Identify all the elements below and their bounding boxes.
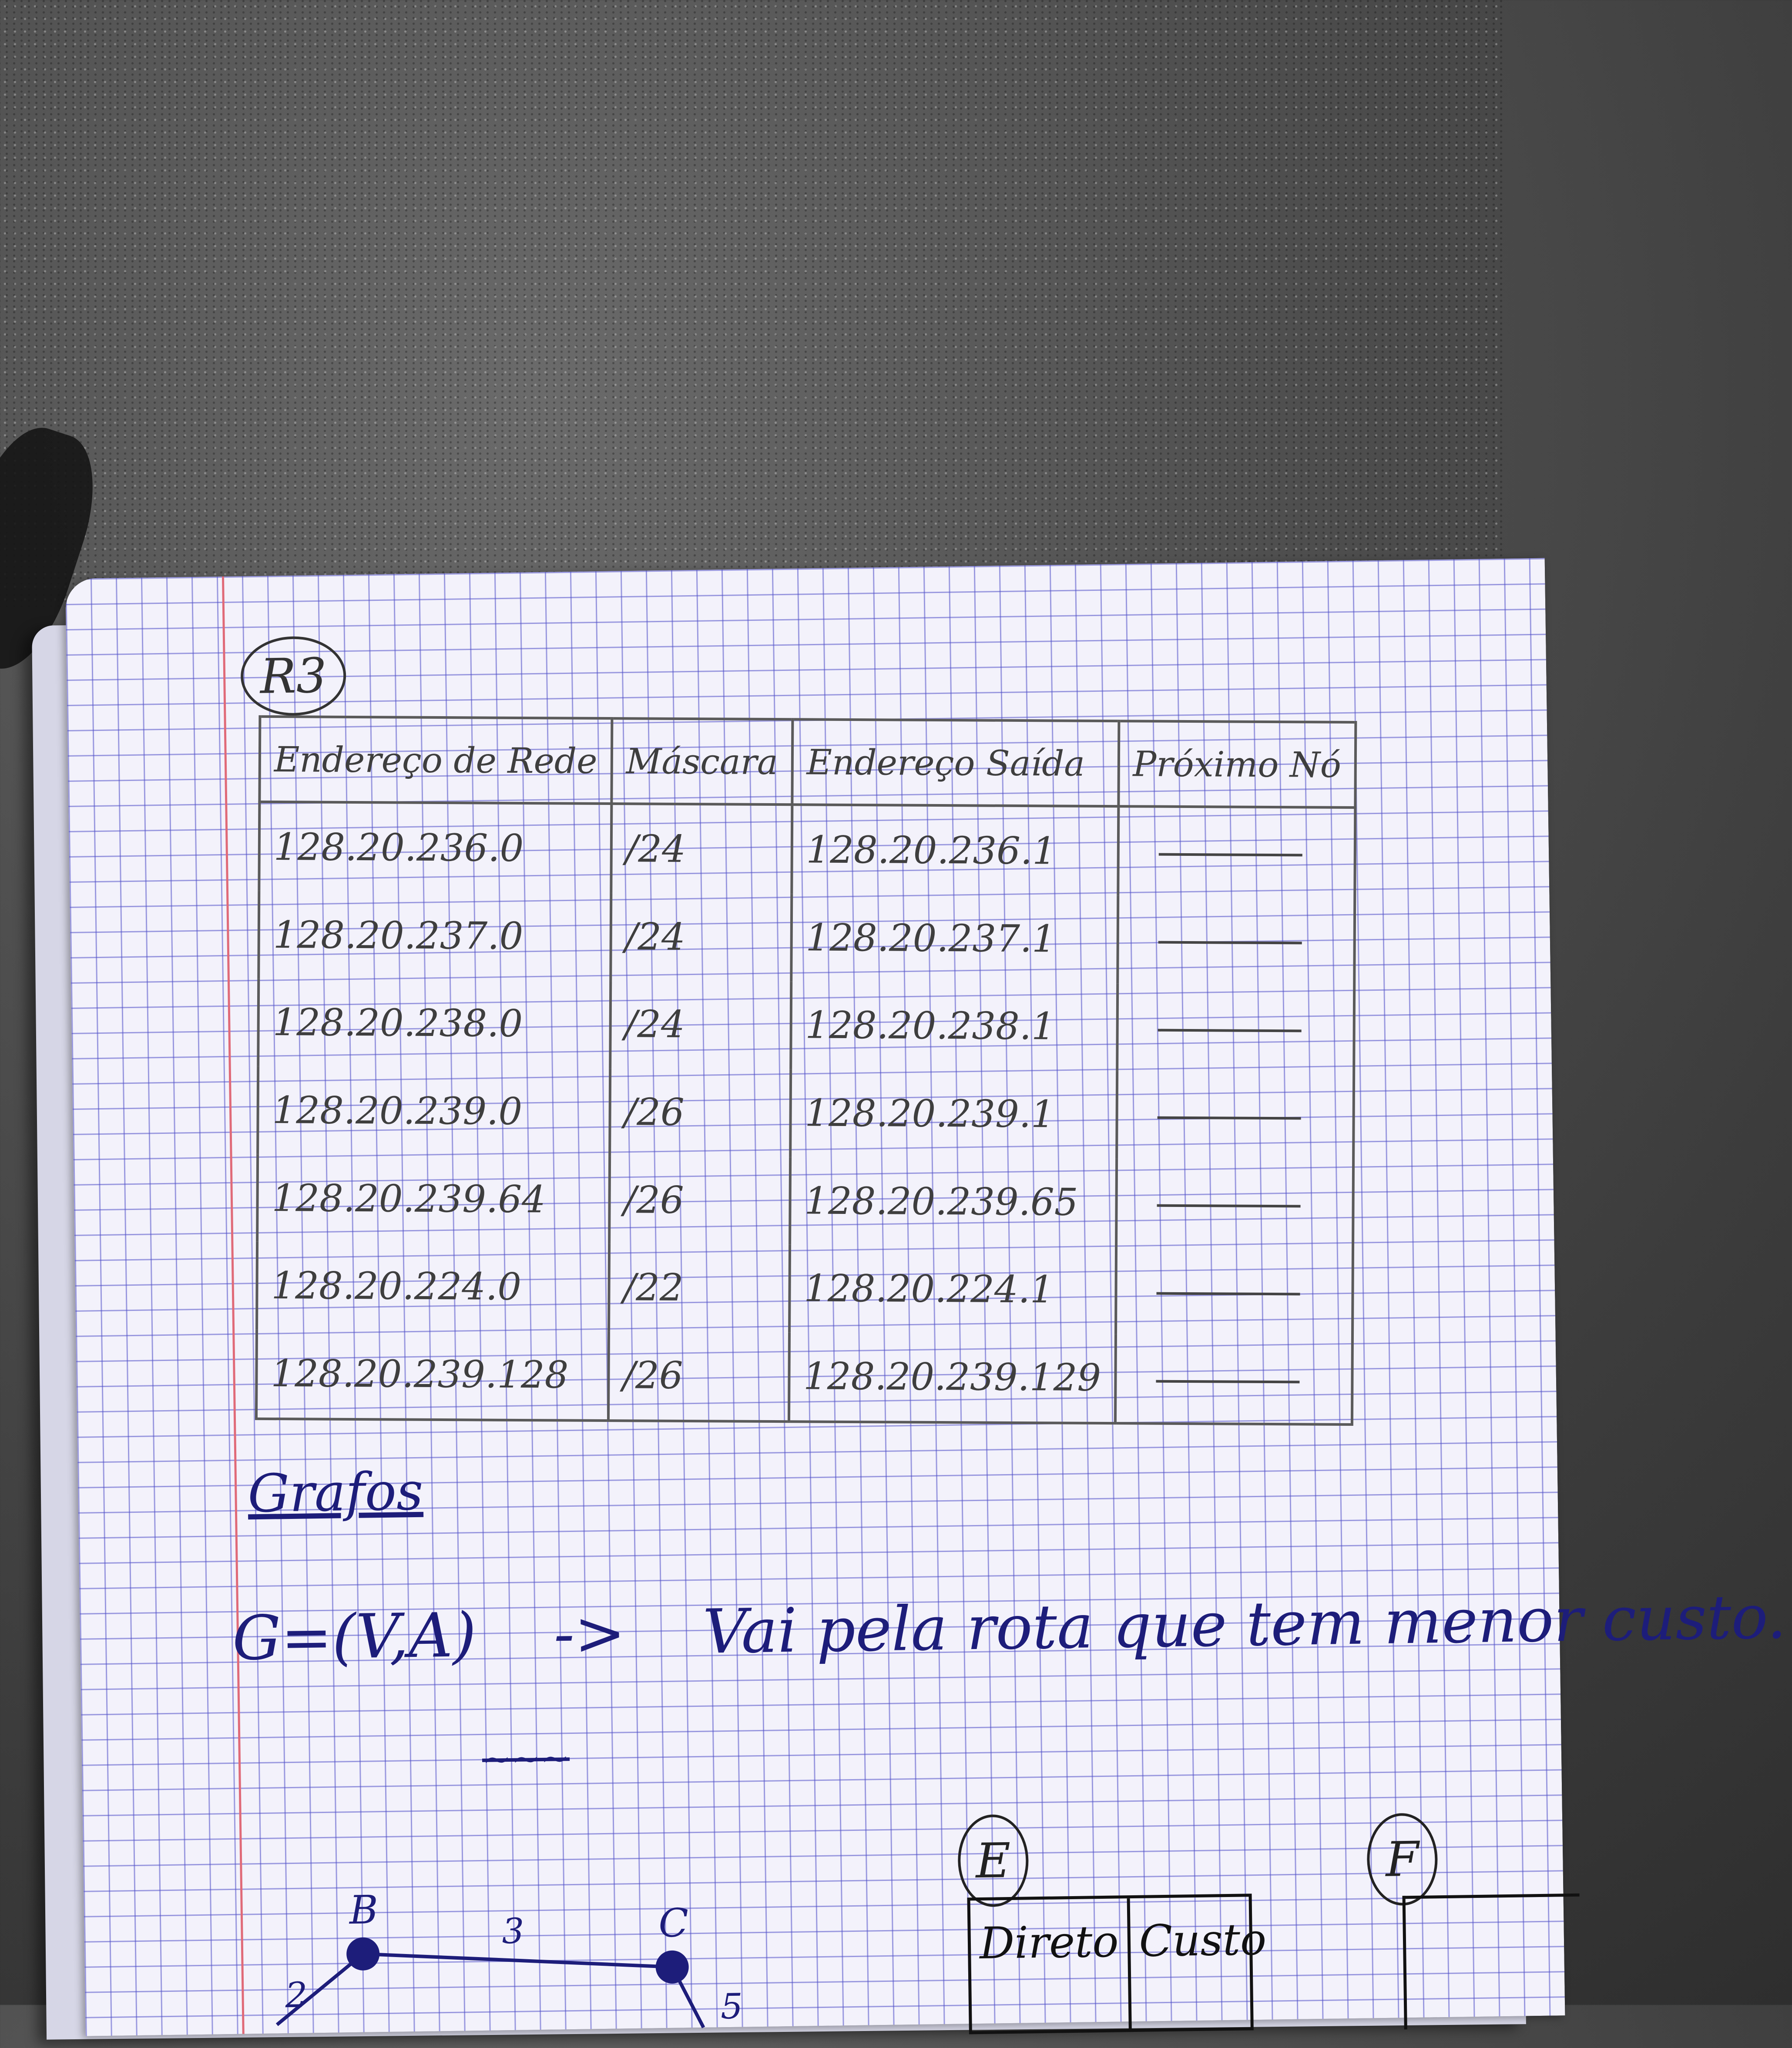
cell-exit: 128.20.239.129 — [789, 1332, 1116, 1423]
edge-weight: 2 — [285, 1974, 308, 2016]
table-row — [258, 1066, 1354, 1160]
cell-next-node — [1116, 1159, 1354, 1248]
edge-weight: 5 — [720, 1986, 743, 2027]
crossed-out-scribble: ~~~ — [482, 1738, 570, 1780]
dash-mark — [1157, 1204, 1300, 1208]
dash-mark — [1158, 853, 1302, 857]
routing-table-header-row — [259, 717, 1356, 808]
dash-mark — [1158, 1029, 1301, 1032]
formula-text: G=(V,A) — [232, 1600, 477, 1674]
cell-exit: 128.20.238.1 — [791, 982, 1117, 1071]
cell-next-node — [1117, 895, 1355, 985]
routing-table — [255, 715, 1357, 1426]
notebook-sheet — [65, 558, 1787, 2036]
dash-mark — [1156, 1292, 1300, 1295]
graph-drawing — [213, 1807, 913, 2034]
table-row — [257, 1154, 1353, 1248]
arrow-text: -> — [553, 1598, 626, 1670]
table-row — [258, 891, 1355, 985]
table-row — [257, 1242, 1353, 1335]
cell-exit: 128.20.236.1 — [792, 804, 1118, 895]
cell-network: 128.20.238.0 — [258, 979, 611, 1068]
cell-network: 128.20.236.0 — [259, 802, 611, 893]
cell-exit: 128.20.224.1 — [789, 1245, 1116, 1334]
sentence-text: Vai pela rota que tem menor custo. — [702, 1582, 1787, 1668]
cell-next-node — [1118, 806, 1356, 897]
margin-line — [222, 577, 245, 2034]
node-label-c: C — [658, 1900, 689, 1947]
cell-mask: /24 — [610, 981, 791, 1069]
cell-exit: 128.20.237.1 — [791, 894, 1118, 983]
cell-next-node — [1117, 1071, 1354, 1160]
sub-table-e-label: E — [957, 1814, 1029, 1907]
table-row — [258, 979, 1354, 1072]
header-next-node: Próximo Nó — [1118, 721, 1356, 808]
cell-next-node — [1116, 1247, 1353, 1336]
edge-weight: 3 — [501, 1911, 525, 1952]
sub-table-f-label: F — [1366, 1813, 1438, 1906]
dash-mark — [1157, 1116, 1301, 1120]
cell-next-node — [1115, 1334, 1353, 1425]
table-row — [256, 1330, 1352, 1425]
cell-mask: /26 — [609, 1156, 790, 1245]
sub-table-e-header-cost: Custo — [1138, 1914, 1267, 1967]
header-mask: Máscara — [611, 718, 792, 804]
graph-node-c — [655, 1950, 689, 1984]
cell-network: 128.20.239.0 — [258, 1066, 610, 1156]
cell-network: 128.20.224.0 — [257, 1242, 609, 1331]
cell-exit: 128.20.239.1 — [790, 1069, 1117, 1159]
cell-mask: /26 — [610, 1068, 791, 1157]
dash-mark — [1158, 941, 1302, 945]
asphalt-background — [0, 0, 1504, 609]
sub-table-f — [1403, 1894, 1581, 2030]
header-exit-address: Endereço Saída — [792, 719, 1119, 806]
question-label: R3 — [240, 636, 347, 716]
table-row — [259, 802, 1355, 897]
graph-edge-bc — [363, 1950, 672, 1971]
cell-mask: /24 — [611, 804, 792, 894]
cell-mask: /24 — [611, 893, 792, 982]
dash-mark — [1156, 1380, 1299, 1383]
cell-mask: /26 — [608, 1331, 789, 1421]
cell-next-node — [1117, 983, 1355, 1073]
header-network-address: Endereço de Rede — [259, 717, 612, 804]
cell-exit: 128.20.239.65 — [790, 1157, 1117, 1247]
cell-network: 128.20.239.64 — [257, 1154, 610, 1244]
sub-table-e — [967, 1894, 1267, 2034]
notes-heading: Grafos — [247, 1461, 424, 1525]
cell-network: 128.20.237.0 — [258, 891, 611, 981]
cell-network: 128.20.239.128 — [256, 1330, 609, 1421]
node-label-b: B — [349, 1887, 379, 1934]
sub-table-e-header-direct: Direto — [970, 1898, 1132, 2031]
cell-mask: /22 — [609, 1244, 790, 1333]
notes-formula-line — [232, 1582, 1787, 1674]
